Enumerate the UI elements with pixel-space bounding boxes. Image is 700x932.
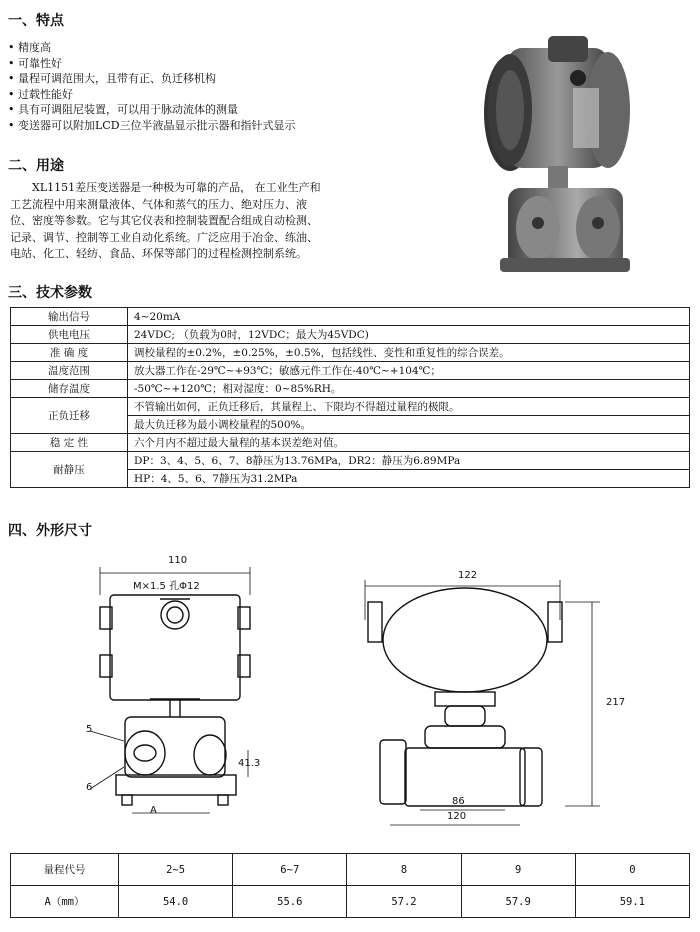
table-cell: 准 确 度 bbox=[11, 344, 128, 362]
table-row bbox=[11, 362, 690, 380]
table-cell: 6~7 bbox=[233, 854, 347, 886]
feature-item: • 量程可调范围大，且带有正、负迁移机构 bbox=[8, 72, 216, 85]
table-cell: 4~20mA bbox=[128, 308, 690, 326]
table-cell: 输出信号 bbox=[11, 308, 128, 326]
table-cell: 8 bbox=[347, 854, 461, 886]
specs-title: 三、技术参数 bbox=[8, 285, 92, 301]
label-5: 5 bbox=[86, 724, 93, 735]
table-cell: 储存温度 bbox=[11, 380, 128, 398]
table-cell: 57.2 bbox=[347, 886, 461, 918]
table-row bbox=[11, 854, 690, 886]
features-list bbox=[8, 40, 296, 133]
table-cell: 不管输出如何，正负迁移后，其量程上、下限均不得超过量程的极限。 bbox=[128, 398, 690, 416]
table-cell: A（mm） bbox=[11, 886, 119, 918]
usage-line: 电站、化工、轻纺、食品、环保等部门的过程检测控制系统。 bbox=[10, 247, 307, 260]
dim-width-left: 110 bbox=[168, 555, 188, 566]
feature-item: • 过载性能好 bbox=[8, 87, 73, 101]
usage-paragraph bbox=[10, 180, 480, 263]
drawing-front-view bbox=[70, 555, 270, 825]
table-row bbox=[11, 380, 690, 398]
usage-line: 工艺流程中用来测量液体、气体和蒸气的压力、绝对压力、液 bbox=[10, 197, 307, 211]
dim-41-3: 41.3 bbox=[238, 758, 261, 769]
dim-width-right: 122 bbox=[458, 570, 478, 581]
table-cell: 最大负迁移为最小调校量程的500%。 bbox=[128, 416, 690, 434]
table-cell: 正负迁移 bbox=[11, 398, 128, 434]
table-cell: 24VDC; （负载为0时，12VDC；最大为45VDC) bbox=[128, 326, 690, 344]
table-row bbox=[11, 886, 690, 918]
table-cell: 57.9 bbox=[461, 886, 575, 918]
table-cell: DP：3、4、5、6、7、8静压为13.76MPa，DR2：静压为6.89MPa bbox=[128, 452, 690, 470]
transmitter-photo bbox=[478, 18, 633, 280]
dim-a: A bbox=[150, 805, 157, 816]
table-cell: 放大器工作在-29℃~+93℃；敏感元件工作在-40℃~+104℃； bbox=[128, 362, 690, 380]
table-cell: 2~5 bbox=[119, 854, 233, 886]
table-cell: 供电电压 bbox=[11, 326, 128, 344]
table-cell: -50℃~+120℃；相对湿度：0~85%RH。 bbox=[128, 380, 690, 398]
table-cell: 9 bbox=[461, 854, 575, 886]
feature-item: • 可靠性好 bbox=[8, 56, 62, 70]
feature-item: • 具有可调阻尼装置，可以用于脉动流体的测量 bbox=[8, 103, 238, 116]
table-cell: 耐静压 bbox=[11, 452, 128, 488]
table-cell: 六个月内不超过最大量程的基本误差绝对值。 bbox=[128, 434, 690, 452]
table-cell: 量程代号 bbox=[11, 854, 119, 886]
table-row bbox=[11, 326, 690, 344]
table-cell: 温度范围 bbox=[11, 362, 128, 380]
table-row bbox=[11, 452, 690, 470]
table-row bbox=[11, 434, 690, 452]
table-row bbox=[11, 344, 690, 362]
table-cell: 稳 定 性 bbox=[11, 434, 128, 452]
dims-title: 四、外形尺寸 bbox=[8, 523, 92, 539]
dim-thread: M×1.5 孔Φ12 bbox=[133, 581, 200, 592]
features-title: 一、特点 bbox=[8, 13, 64, 29]
table-cell: 55.6 bbox=[233, 886, 347, 918]
table-cell: 0 bbox=[575, 854, 689, 886]
usage-line: 位、密度等参数。它与其它仪表和控制装置配合组成自动检测、 bbox=[10, 214, 318, 227]
table-cell: HP：4、5、6、7静压为31.2MPa bbox=[128, 470, 690, 488]
drawing-side-view bbox=[360, 580, 600, 830]
feature-item: • 精度高 bbox=[8, 41, 51, 54]
usage-title: 二、用途 bbox=[8, 158, 64, 174]
table-cell: 调校量程的±0.2%，±0.25%，±0.5%，包括线性、变性和重复性的综合误差。 bbox=[128, 344, 690, 362]
feature-item: • 变送器可以附加LCD三位半液晶显示批示器和指针式显示 bbox=[8, 118, 296, 132]
dim-bottom: 120 bbox=[447, 811, 467, 822]
dim-inner: 86 bbox=[452, 796, 465, 807]
table-row bbox=[11, 308, 690, 326]
range-code-table bbox=[10, 853, 690, 918]
usage-line: 记录、调节、控制等工业自动化系统。广泛应用于冶金、练油、 bbox=[10, 230, 318, 244]
dim-height: 217 bbox=[606, 697, 626, 708]
specs-table bbox=[10, 307, 690, 488]
label-6: 6 bbox=[86, 782, 93, 793]
table-cell: 59.1 bbox=[575, 886, 689, 918]
table-cell: 54.0 bbox=[119, 886, 233, 918]
usage-line: XL1151差压变送器是一种极为可靠的产品， 在工业生产和 bbox=[10, 181, 321, 194]
table-row bbox=[11, 398, 690, 416]
